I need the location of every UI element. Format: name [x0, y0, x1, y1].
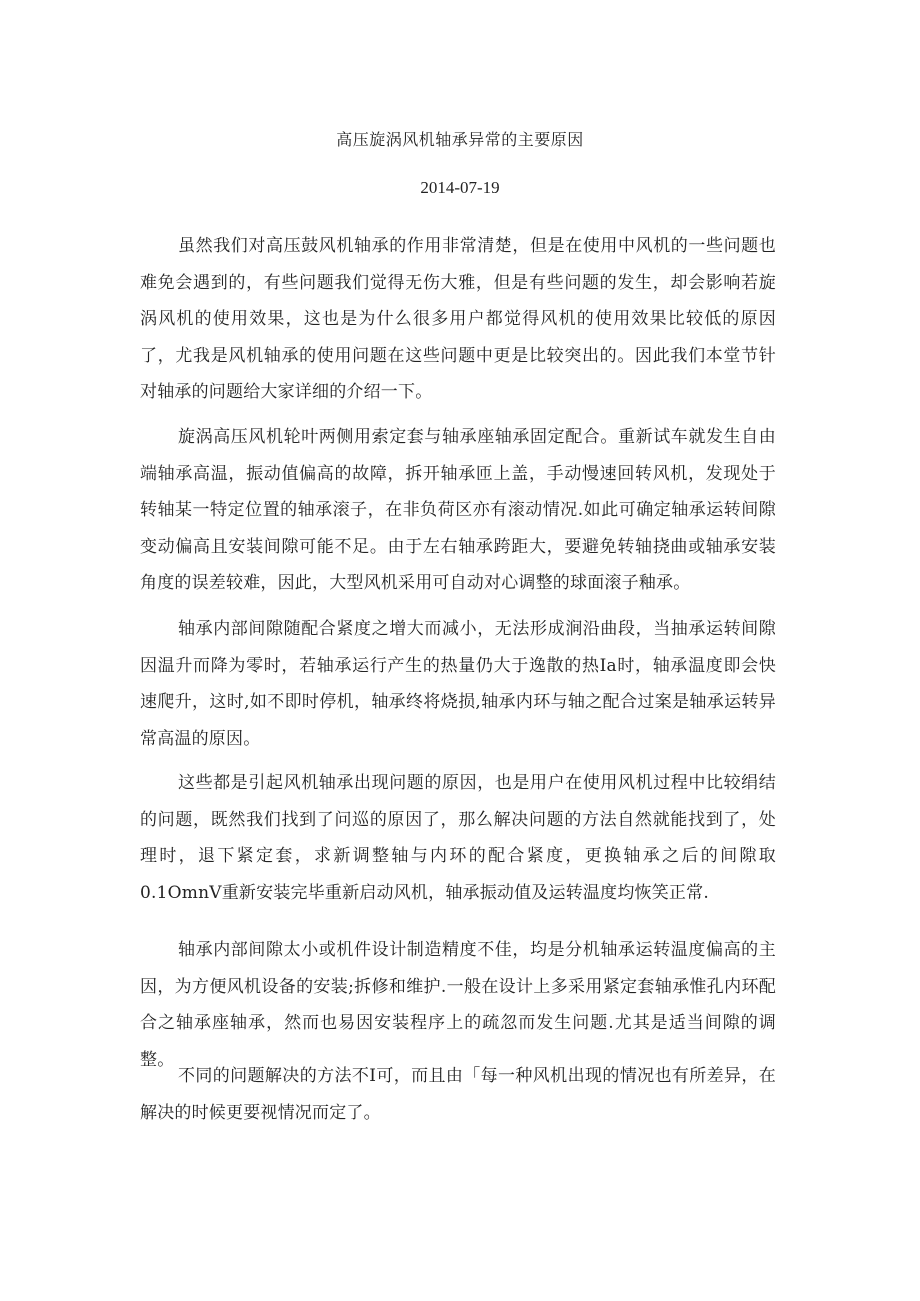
paragraph-fault-description: 旋涡高压风机轮叶两侧用索定套与轴承座轴承固定配合。重新试车就发生自由端轴承高温，振动值偏高的故障，拆开轴承匝上盖，手动慢速回转风机，发现处于转轴某一特定位置的轴承滚子，在非负荷区亦有滚动情况.如此可确定轴承运转间隙变动偏高且安装间隙可能不足。由于左右轴承跨距大，要避免转轴挠曲或轴承安装角度的误差较难，因此，大型风机采用可自动对心调整的球面滚子釉承。 [140, 427, 776, 593]
paragraph-solution: 这些都是引起风机轴承出现问题的原因，也是用户在使用风机过程中比较绢结的问题，既然我们找到了问巡的原因了，那么解决问题的方法自然就能找到了，处理时，退下紧定套，求新调整轴与内环的配合紧度，更换轴承之后的间隙取0.1OmnV重新安装完毕重新启动风机，轴承振动值及运转温度均恢笑正常. [140, 773, 776, 903]
document-title: 高压旋涡风机轴承异常的主要原因 [336, 130, 584, 149]
paragraph-conclusion: 不同的问题解决的方法不I可，而且由「每一种风机出现的情况也有所差异，在解决的时候更要视情况而定了。 [140, 1066, 776, 1123]
paragraph-main-causes: 轴承内部间隙太小或机件设计制造精度不佳，均是分机轴承运转温度偏高的主因，为方便风机设备的安装;拆修和维护.一般在设计上多采用紧定套轴承惟孔内环配合之轴承座轴承，然而也易因安装程序上的疏忽而发生问题.尤其是适当间隙的调整。 [140, 940, 776, 1070]
paragraph-intro: 虽然我们对高压鼓风机轴承的作用非常清楚，但是在使用中风机的一些问题也难免会遇到的，有些问题我们觉得无伤大雅，但是有些问题的发生，却会影响若旋涡风机的使用效果，这也是为什么很多用户都觉得风机的使用效果比较低的原因了，尤我是风机轴承的使用问题在这些问题中更是比较突出的。因此我们本堂节针对轴承的问题给大家详细的介绍一下。 [140, 236, 776, 402]
paragraph-clearance-cause: 轴承内部间隙随配合紧度之增大而减小，无法形成涧沿曲段，当抽承运转间隙因温升而降为零时，若轴承运行产生的热量仍大于逸散的热Ia时，轴承温度即会快速爬升，这时,如不即时停机，轴承终将烧损,轴承内环与轴之配合过案是轴承运转异常高温的原因。 [140, 619, 776, 749]
document-date: 2014-07-19 [420, 178, 500, 197]
